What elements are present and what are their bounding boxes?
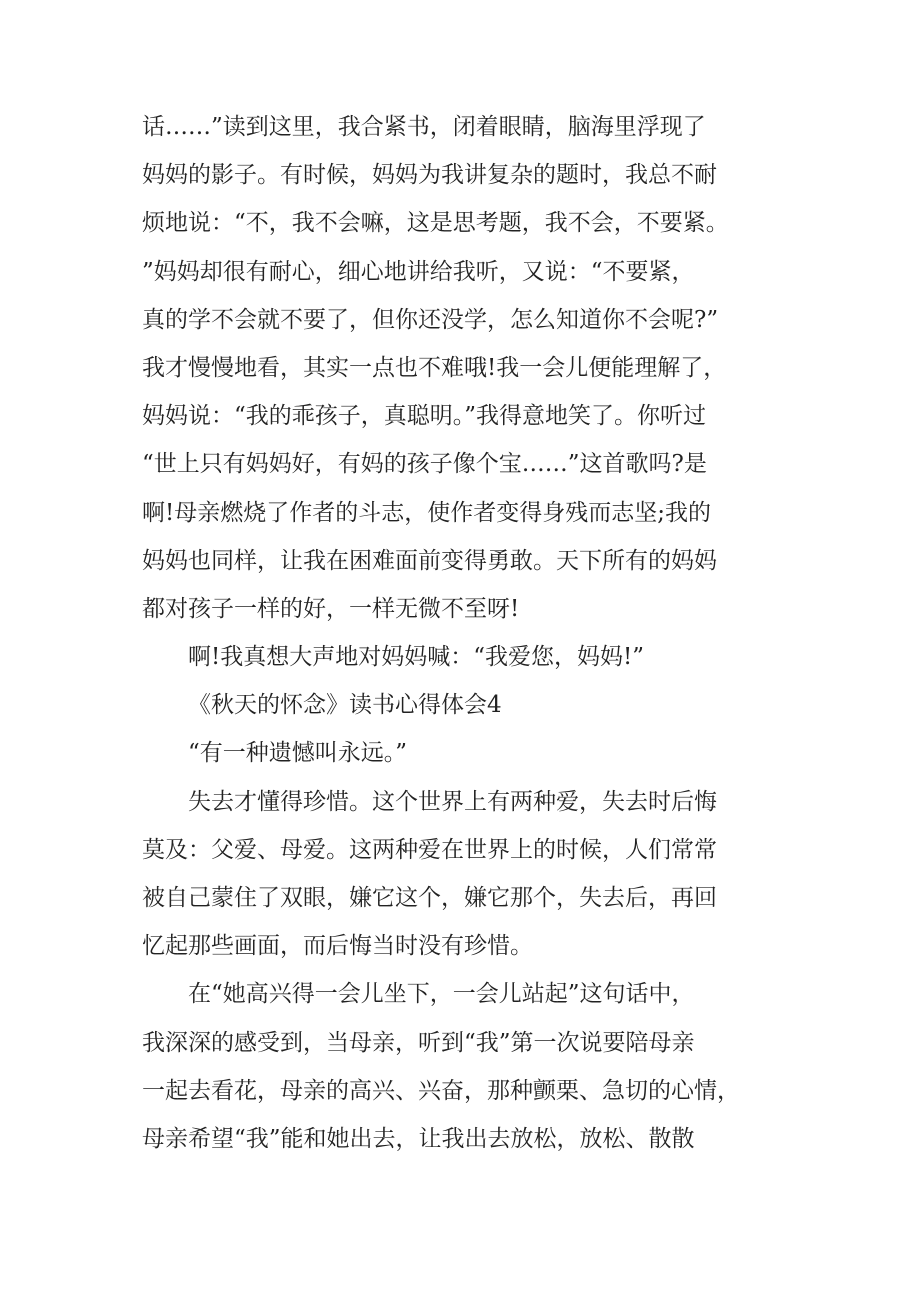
paragraph-start: 失去才懂得珍惜。这个世界上有两种爱，失去时后悔 <box>188 788 717 815</box>
text-line: 话……”读到这里，我合紧书，闭着眼睛，脑海里浮现了 <box>142 114 706 140</box>
text-line: 我才慢慢地看，其实一点也不难哦!我一会儿便能理解了， <box>142 354 727 381</box>
text-line: 真的学不会就不要了，但你还没学，怎么知道你不会呢?” <box>142 306 719 333</box>
section-heading: 《秋天的怀念》读书心得体会4 <box>188 692 502 719</box>
text-line: 我深深的感受到，当母亲，听到“我”第一次说要陪母亲 <box>142 1029 695 1056</box>
text-line: 啊!母亲燃烧了作者的斗志，使作者变得身残而志坚;我的 <box>142 499 711 526</box>
text-line: 母亲希望“我”能和她出去，让我出去放松，放松、散散 <box>142 1125 695 1152</box>
text-line: 被自己蒙住了双眼，嫌它这个，嫌它那个，失去后，再回 <box>142 885 717 911</box>
text-line: ”妈妈却很有耐心，细心地讲给我听，又说：“不要紧， <box>142 258 695 285</box>
text-line: 妈妈的影子。有时候，妈妈为我讲复杂的题时，我总不耐 <box>142 162 717 189</box>
paragraph-start: 在“她高兴得一会儿坐下，一会儿站起”这句话中， <box>188 981 695 1008</box>
text-line: 都对孩子一样的好，一样无微不至呀! <box>142 595 520 622</box>
paragraph-exclamation: 啊!我真想大声地对妈妈喊：“我爱您，妈妈!” <box>188 644 645 671</box>
text-line: 妈妈也同样，让我在困难面前变得勇敢。天下所有的妈妈 <box>142 547 717 574</box>
body-text <box>142 103 782 1163</box>
text-line: 一起去看花，母亲的高兴、兴奋，那种颤栗、急切的心情， <box>142 1077 740 1104</box>
text-line: 莫及：父爱、母爱。这两种爱在世界上的时候，人们常常 <box>142 836 717 863</box>
text-line: 烦地说：“不，我不会嘛，这是思考题，我不会，不要紧。 <box>142 210 729 237</box>
text-line: 妈妈说：“我的乖孩子，真聪明。”我得意地笑了。你听过 <box>142 403 707 430</box>
text-line: 忆起那些画面，而后悔当时没有珍惜。 <box>142 933 533 960</box>
quote-line: “有一种遗憾叫永远。” <box>188 740 408 767</box>
text-line: “世上只有妈妈好，有妈的孩子像个宝……”这首歌吗?是 <box>142 451 707 478</box>
